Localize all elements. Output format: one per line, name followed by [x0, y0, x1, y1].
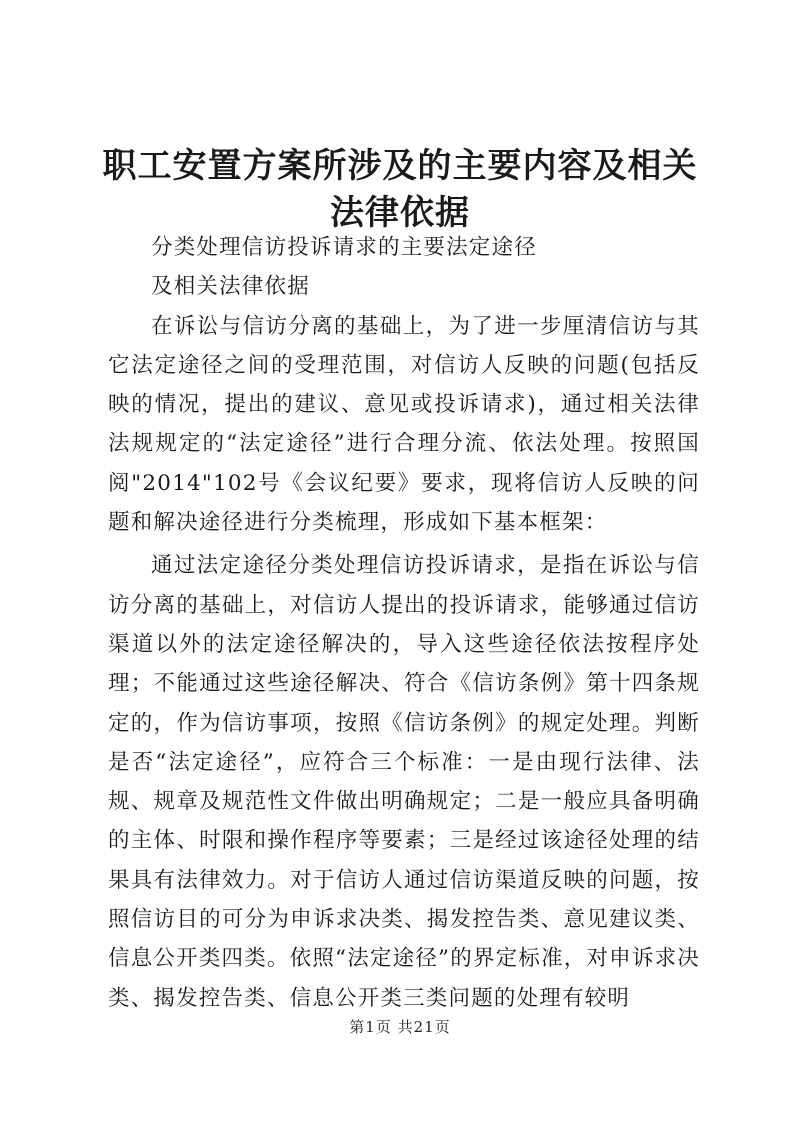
paragraph-subtitle-2: 及相关法律依据 — [151, 274, 310, 300]
paragraph-intro: 在诉讼与信访分离的基础上，为了进一步厘清信访与其它法定途径之间的受理范围，对信访人反映的问题(包括反映的情况，提出的建议、意见或投诉请求)，通过相关法律法规规定的“法定途径”进行合理分流、依法处理。按照国阅"2014"102号《会议纪要》要求，现将信访人反映的问题和解决途径进行分类梳理，形成如下基本框架： — [108, 313, 700, 536]
paragraph-main: 通过法定途径分类处理信访投诉请求，是指在诉讼与信访分离的基础上，对信访人提出的投诉请求，能够通过信访渠道以外的法定途径解决的，导入这些途径依法按程序处理；不能通过这些途径解决、符合《信访条例》第十四条规定的，作为信访事项，按照《信访条例》的规定处理。判断是否“法定途径”，应符合三个标准：一是由现行法律、法规、规章及规范性文件做出明确规定；二是一般应具备明确的主体、时限和操作程序等要素；三是经过该途径处理的结果具有法律效力。对于信访人通过信访渠道反映的问题，按照信访目的可分为申诉求决类、揭发控告类、意见建议类、信息公开类四类。依照“法定途径”的界定标准，对申诉求决类、揭发控告类、信息公开类三类问题的处理有较明 — [108, 553, 700, 1011]
document-body — [108, 228, 700, 1018]
paragraph-subtitle-1: 分类处理信访投诉请求的主要法定途径 — [151, 235, 537, 260]
page-footer: 第1页 共21页 — [349, 1018, 451, 1036]
document-title: 职工安置方案所涉及的主要内容及相关法律依据 — [102, 146, 698, 233]
